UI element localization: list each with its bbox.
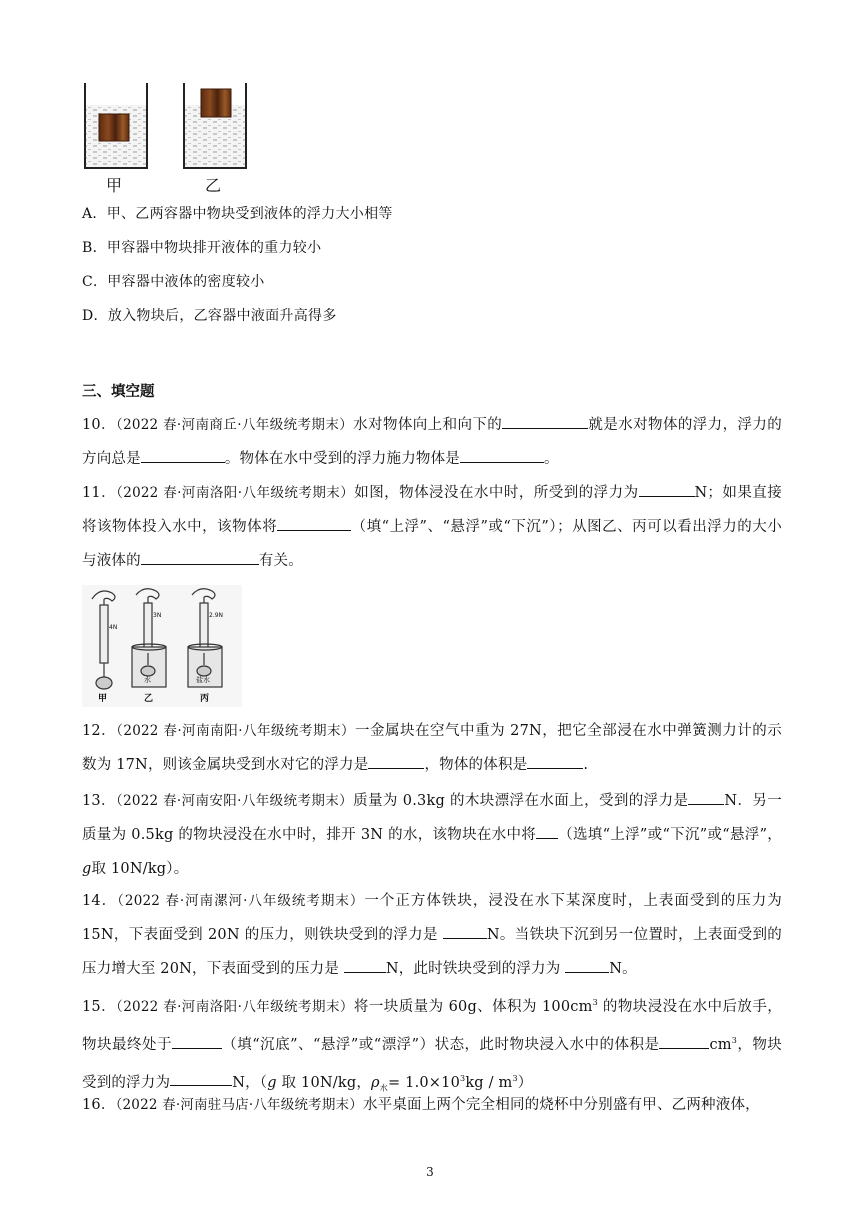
page-number: 3	[426, 1165, 434, 1179]
spring-scale-figure	[82, 585, 242, 707]
q11-text: 如图，物体浸没在水中时，所受到的浮力为	[354, 485, 639, 501]
q10-number: 10．	[82, 417, 116, 433]
question-16	[82, 1088, 782, 1122]
q13-g-symbol: g	[82, 861, 92, 877]
q11-blank-2[interactable]	[277, 515, 351, 531]
q15-g-symbol: g	[267, 1074, 277, 1091]
q15-unit: cm	[709, 1036, 732, 1053]
figure-label-yi: 乙	[205, 176, 222, 195]
q11-source: （2022 春·河南洛阳·八年级统考期末）	[116, 485, 355, 501]
q15-text: ，物块受到的浮力为	[82, 1036, 783, 1091]
question-11	[82, 476, 782, 578]
q14-text: 一个正方体铁块，浸没在水下某深度时，上表面受到的压力为 15N，下表面受到 20N 的压力，则铁块受到的浮力是	[82, 893, 782, 943]
q12-blank-2[interactable]	[527, 753, 583, 769]
block-yi	[201, 89, 231, 117]
q11-text: （填“上浮”、“悬浮”或“下沉”）；从图乙、丙可以看出浮力的大小与液体的	[82, 519, 783, 569]
q11-number: 11．	[82, 485, 117, 501]
q15-text: = 1.0×10	[387, 1074, 461, 1091]
q10-blank-1[interactable]	[502, 413, 588, 429]
reading-yi: 3N	[153, 612, 162, 619]
q10-blank-2[interactable]	[141, 447, 225, 463]
q15-exponent: 3	[512, 1073, 518, 1083]
q11-text: N；如果直接将该物体投入水中，该物体将	[82, 485, 782, 535]
q15-text: ）	[517, 1074, 533, 1091]
q11-blank-3[interactable]	[141, 549, 259, 565]
q15-exponent: 3	[460, 1073, 466, 1083]
option-a: A．甲、乙两容器中物块受到液体的浮力大小相等	[82, 206, 393, 222]
q15-blank-3[interactable]	[170, 1070, 232, 1086]
fig-label-bing: 丙	[200, 694, 210, 704]
q16-source: （2022 春·河南驻马店·八年级统考期末）	[115, 1097, 363, 1113]
question-14	[82, 884, 782, 986]
q15-text: N，（	[232, 1074, 268, 1091]
q13-blank-1[interactable]	[688, 789, 724, 805]
q15-unit: cm	[570, 998, 593, 1015]
q10-text: 。	[544, 451, 559, 467]
q11-blank-1[interactable]	[639, 481, 695, 497]
q15-source: （2022 春·河南洛阳·八年级统考期末）	[116, 998, 354, 1015]
reading-jia: 4N	[109, 624, 118, 631]
fig-label-jia: 甲	[98, 694, 108, 704]
q15-text: 的物块浸没在水中后放手，物块最终处于	[82, 998, 782, 1053]
q15-rho-symbol: ρ	[371, 1074, 380, 1091]
q13-text: 取 10N/kg）。	[91, 861, 189, 877]
q14-text: N，此时铁块受到的浮力为	[385, 961, 566, 977]
q16-text: 水平桌面上两个完全相同的烧杯中分别盛有甲、乙两种液体，	[362, 1097, 760, 1113]
q15-unit-exponent: 3	[731, 1035, 738, 1045]
liquid-bing: 盐水	[196, 676, 210, 684]
q11-text: 有关。	[258, 553, 303, 569]
q13-text: 质量为 0.3kg 的木块漂浮在水面上，受到的浮力是	[353, 793, 689, 809]
section-title: 三、填空题	[82, 384, 155, 400]
q10-text: 就是水对物体的浮力，浮力的方向总是	[82, 417, 782, 467]
q15-text: 将一块质量为 60g、体积为 100	[353, 998, 571, 1015]
q12-text: ，物体的体积是	[424, 757, 528, 773]
q14-source: （2022 春·河南漯河·八年级统考期末）	[117, 893, 365, 909]
q15-number: 15．	[82, 998, 117, 1015]
q13-text: N．另一质量为 0.5kg 的物块浸没在水中时，排开 3N 的水，该物块在水中将	[82, 793, 782, 843]
q14-blank-2[interactable]	[344, 957, 386, 973]
reading-bing: 2.9N	[209, 612, 224, 619]
q15-text: kg / m	[465, 1074, 513, 1091]
q10-source: （2022 春·河南商丘·八年级统考期末）	[115, 417, 354, 433]
option-c: C．甲容器中液体的密度较小	[82, 274, 265, 290]
q15-blank-1[interactable]	[172, 1033, 222, 1049]
q15-unit-exponent: 3	[592, 998, 598, 1007]
fig-label-yi: 乙	[144, 694, 154, 704]
q14-blank-1[interactable]	[443, 923, 487, 939]
q15-blank-2[interactable]	[659, 1033, 709, 1049]
option-b: B．甲容器中物块排开液体的重力较小	[82, 240, 322, 256]
q16-number: 16．	[82, 1097, 116, 1113]
q10-text: 。物体在水中受到的浮力施力物体是	[224, 451, 461, 467]
liquid-yi: 水	[144, 676, 151, 684]
q12-text: 一金属块在空气中重为 27N，把它全部浸在水中弹簧测力计的示数为 17N，则该金属块受到水对它的浮力是	[82, 723, 782, 773]
q12-blank-1[interactable]	[368, 753, 424, 769]
figure-label-jia: 甲	[106, 176, 123, 195]
q15-text: （填“沉底”、“悬浮”或“漂浮”）状态，此时物块浸入水中的体积是	[221, 1036, 660, 1053]
container-yi	[184, 83, 246, 168]
block-jia	[99, 114, 129, 141]
q10-blank-3[interactable]	[460, 447, 544, 463]
q15-text: 取 10N/kg，	[276, 1074, 372, 1091]
q13-number: 13．	[82, 793, 116, 809]
q14-text: N。	[609, 961, 637, 977]
container-jia	[85, 83, 147, 168]
question-13	[82, 784, 782, 886]
q13-text: （选填“上浮”或“下沉”或“悬浮”，	[558, 827, 782, 843]
question-10	[82, 408, 782, 476]
q12-number: 12．	[82, 723, 117, 739]
q15-rho-subscript: 水	[379, 1083, 388, 1093]
q14-blank-3[interactable]	[565, 957, 609, 973]
option-d: D．放入物块后，乙容器中液面升高得多	[82, 308, 337, 324]
q12-source: （2022 春·河南南阳·八年级统考期末）	[116, 723, 356, 739]
q12-text: .	[583, 757, 589, 773]
q14-number: 14．	[82, 893, 118, 909]
q13-blank-2[interactable]	[536, 823, 558, 839]
q10-text: 水对物体向上和向下的	[353, 417, 503, 433]
q13-source: （2022 春·河南安阳·八年级统考期末）	[115, 793, 354, 809]
q14-text: N。当铁块下沉到另一位置时，上表面受到的压力增大至 20N，下表面受到的压力是	[82, 927, 783, 977]
question-12	[82, 714, 782, 782]
